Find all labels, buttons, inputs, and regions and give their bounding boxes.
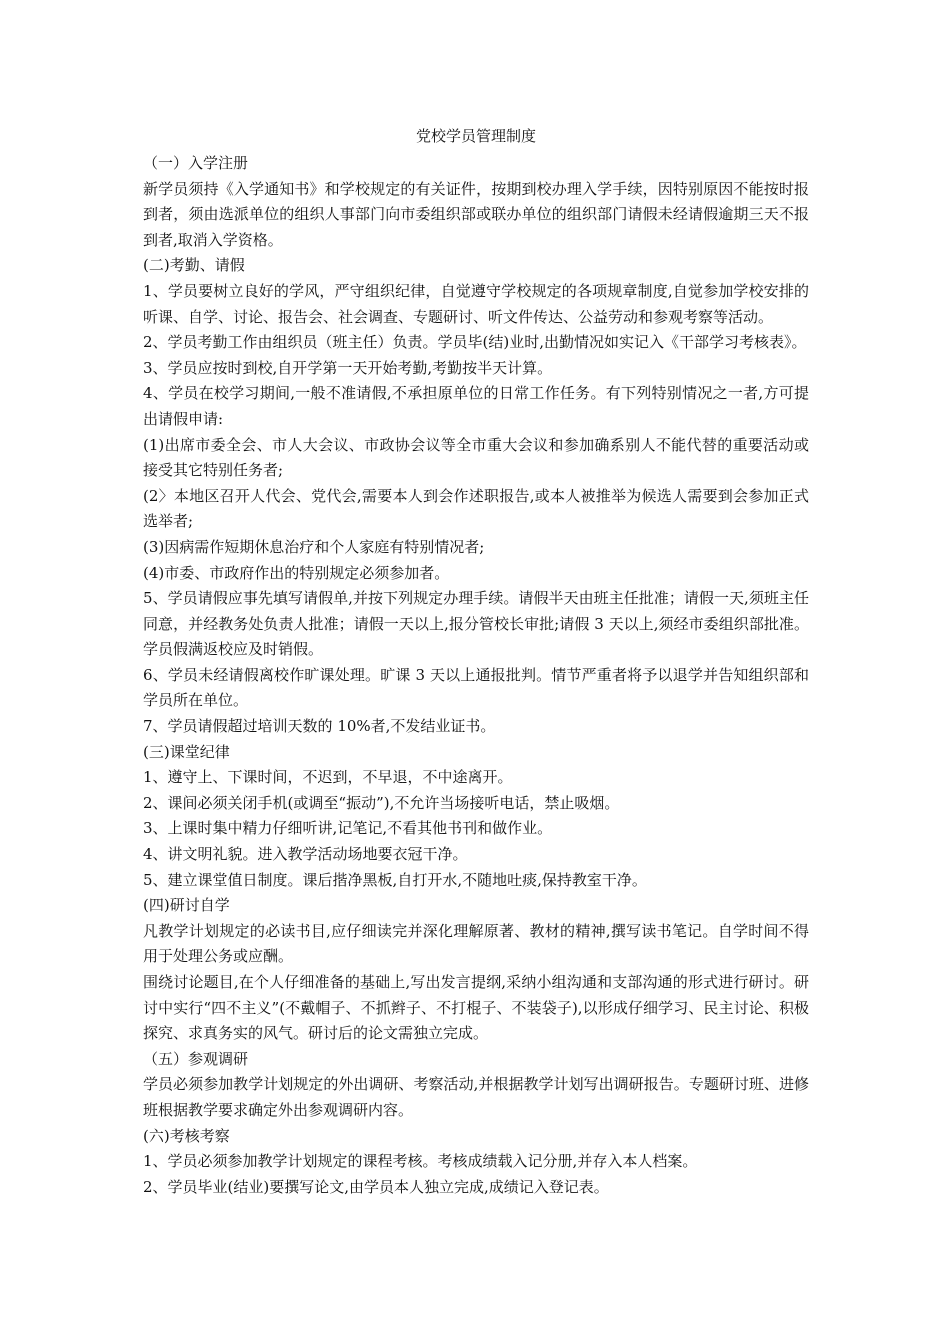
paragraph: (三)课堂纪律 bbox=[143, 742, 230, 761]
paragraph: （一）入学注册 bbox=[143, 154, 249, 172]
paragraph: 1、学员必须参加教学计划规定的课程考核。考核成绩载入记分册,并存入本人档案。 bbox=[143, 1152, 698, 1171]
paragraph: 4、讲文明礼貌。进入教学活动场地要衣冠干净。 bbox=[143, 845, 468, 864]
paragraph: (四)研讨自学 bbox=[143, 896, 230, 915]
paragraph: 新学员须持《入学通知书》和学校规定的有关证件，按期到校办理入学手续，因特别原因不能按时报到者，须由选派单位的组织人事部门向市委组织部或联办单位的组织部门请假未经请假逾期三天不报到者,取消入学资格。 bbox=[143, 179, 809, 249]
paragraph: (3)因病需作短期休息治疗和个人家庭有特别情况者; bbox=[143, 537, 485, 556]
document-page bbox=[143, 124, 809, 1200]
paragraph: 围绕讨论题目,在个人仔细准备的基础上,写出发言提纲,采纳小组沟通和支部沟通的形式进行研讨。研讨中实行“四不主义”(不戴帽子、不抓辫子、不打棍子、不装袋子),以形成仔细学习、民主讨论、积极探究、求真务实的风气。研讨后的论文需独立完成。 bbox=[143, 973, 809, 1043]
paragraph: 5、学员请假应事先填写请假单,并按下列规定办理手续。请假半天由班主任批准；请假一天,须班主任同意，并经教务处负责人批准；请假一天以上,报分管校长审批;请假 3 天以上,须经市委组织部批准。学员假满返校应及时销假。 bbox=[143, 589, 809, 659]
paragraph: 1、遵守上、下课时间，不迟到，不早退，不中途离开。 bbox=[143, 768, 513, 787]
paragraph: 学员必须参加教学计划规定的外出调研、考察活动,并根据教学计划写出调研报告。专题研讨班、进修班根据教学要求确定外出参观调研内容。 bbox=[143, 1075, 809, 1119]
document-body bbox=[143, 151, 809, 1200]
paragraph: 2、学员考勤工作由组织员（班主任）负责。学员毕(结)业时,出勤情况如实记入《干部学习考核表》。 bbox=[143, 333, 807, 352]
paragraph: (1)出席市委全会、市人大会议、市政协会议等全市重大会议和参加确系别人不能代替的重要活动或接受其它特别任务者; bbox=[143, 435, 809, 480]
paragraph: (4)市委、市政府作出的特别规定必须参加者。 bbox=[143, 563, 450, 582]
paragraph: 7、学员请假超过培训天数的 10%者,不发结业证书。 bbox=[143, 717, 496, 736]
paragraph: 6、学员未经请假离校作旷课处理。旷课 3 天以上通报批判。情节严重者将予以退学并告知组织部和学员所在单位。 bbox=[143, 665, 809, 710]
paragraph: 2、学员毕业(结业)要撰写论文,由学员本人独立完成,成绩记入登记表。 bbox=[143, 1177, 609, 1196]
paragraph: （五）参观调研 bbox=[143, 1049, 249, 1068]
paragraph: 3、上课时集中精力仔细听讲,记笔记,不看其他书刊和做作业。 bbox=[143, 819, 553, 838]
document-title: 党校学员管理制度 bbox=[415, 127, 536, 145]
paragraph: (二)考勤、请假 bbox=[143, 256, 245, 275]
paragraph: 3、学员应按时到校,自开学第一天开始考勤,考勤按半天计算。 bbox=[143, 358, 553, 377]
paragraph: 2、课间必须关闭手机(或调至“振动”),不允许当场接听电话，禁止吸烟。 bbox=[143, 793, 620, 812]
paragraph: 4、学员在校学习期间,一般不准请假,不承担原单位的日常工作任务。有下列特别情况之一者,方可提出请假申请: bbox=[143, 384, 809, 428]
paragraph: 5、建立课堂值日制度。课后揩净黑板,自打开水,不随地吐痰,保持教室干净。 bbox=[143, 870, 647, 889]
paragraph: 凡教学计划规定的必读书目,应仔细读完并深化理解原著、教材的精神,撰写读书笔记。自学时间不得用于处理公务或应酬。 bbox=[143, 921, 809, 966]
paragraph: (六)考核考察 bbox=[143, 1126, 230, 1145]
paragraph: (2〉本地区召开人代会、党代会,需要本人到会作述职报告,或本人被推举为候选人需要到会参加正式选举者; bbox=[143, 486, 809, 531]
paragraph: 1、学员要树立良好的学风，严守组织纪律，自觉遵守学校规定的各项规章制度,自觉参加学校安排的听课、自学、讨论、报告会、社会调查、专题研讨、听文件传达、公益劳动和参观考察等活动。 bbox=[143, 281, 809, 326]
